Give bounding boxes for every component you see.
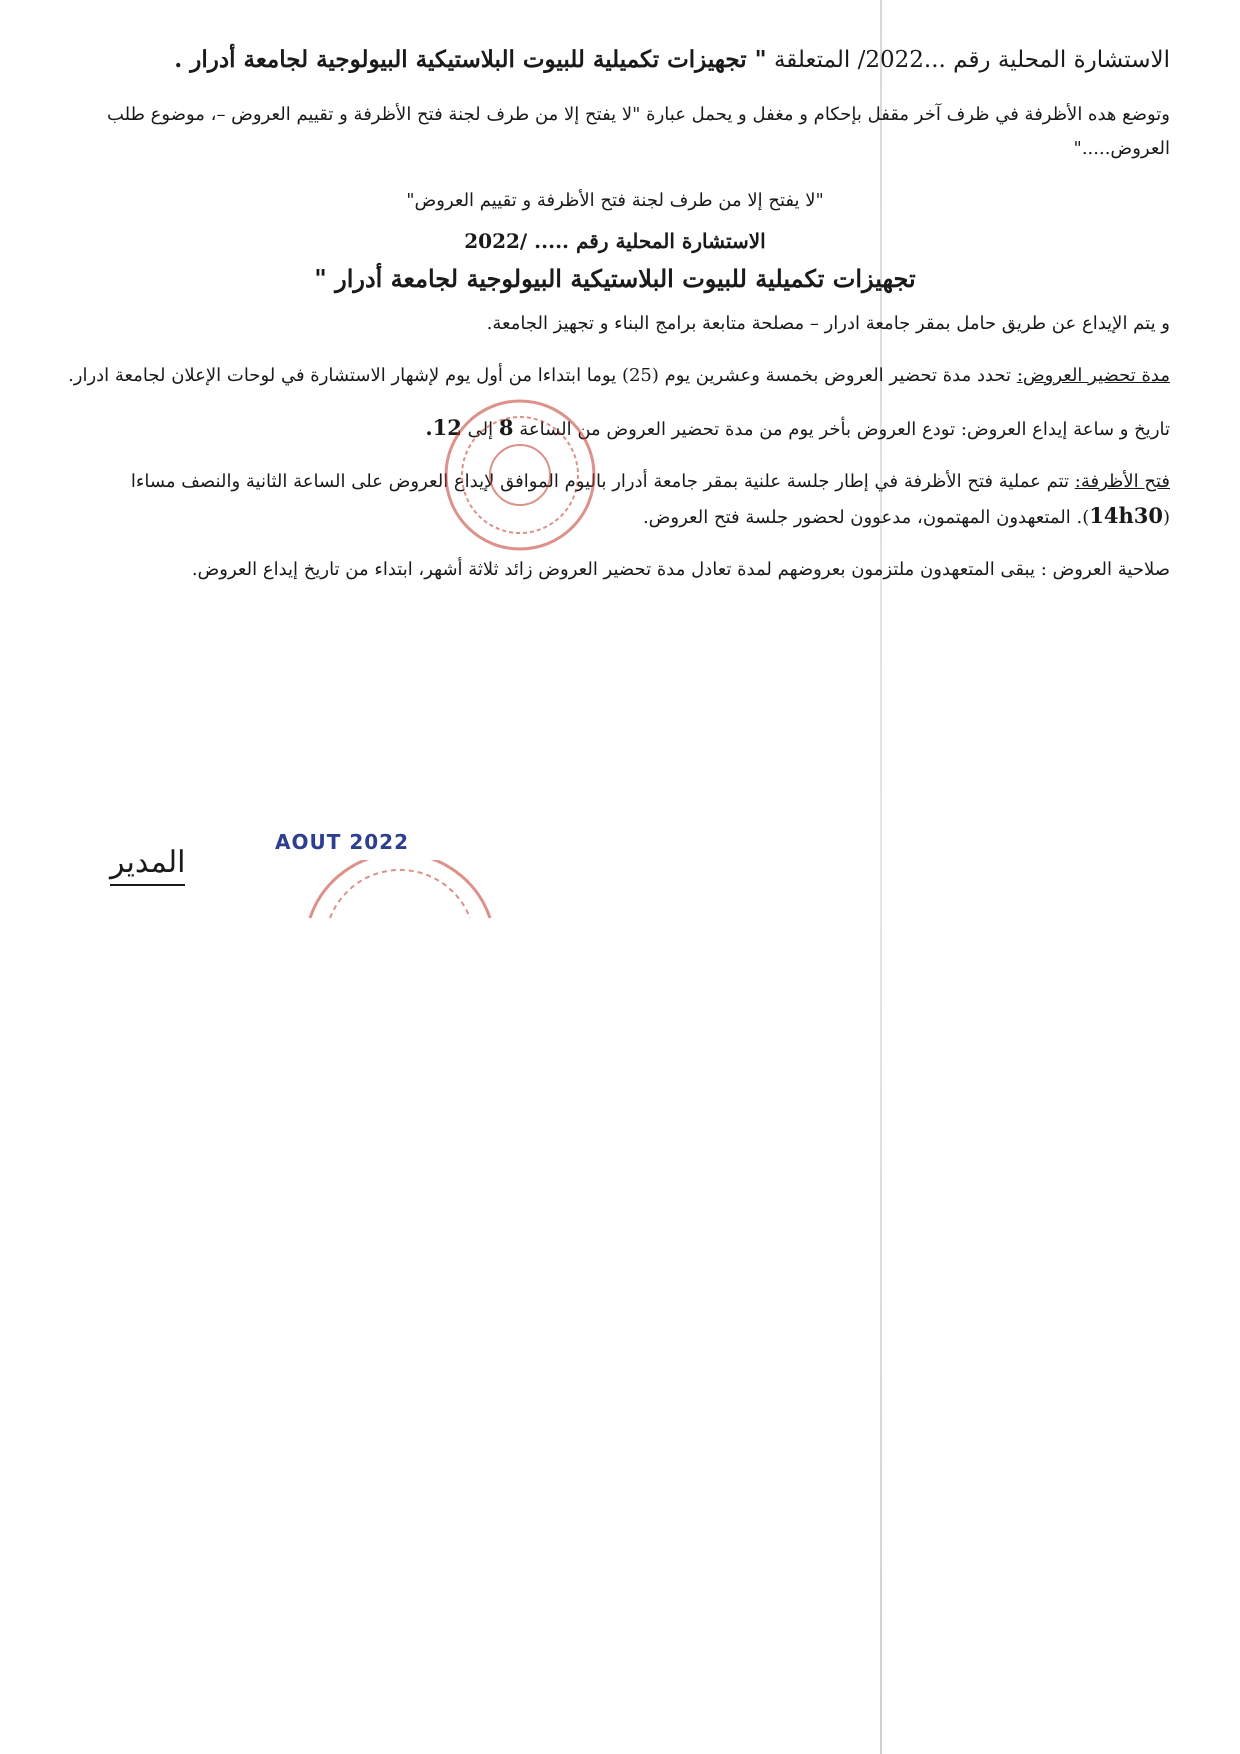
envelope-line-2: الاستشارة المحلية رقم ..... /2022 [464, 229, 766, 253]
opening-paragraph [60, 465, 1170, 535]
date-stamp-text: AOUT 2022 [275, 830, 409, 854]
seal-fragment-icon [300, 860, 500, 920]
validity-paragraph: صلاحية العروض : يبقى المتعهدون ملتزمون بعروضهم لمدة تعادل مدة تحضير العروض زائد ثلاثة أشهر، ابتداء من تاريخ إيداع العروض. [191, 559, 1170, 580]
director-title: المدير [110, 845, 185, 886]
prep-period-text: تحدد مدة تحضير العروض بخمسة وعشرين يوم (25) يوما ابتداءا من أول يوم لإشهار الاستشارة في لوحات الإعلان لجامعة ادرار. [68, 365, 1012, 386]
opening-label: فتح الأظرفة: [1074, 471, 1170, 492]
intro-part2: " تجهيزات تكميلية للبيوت البلاستيكية البيولوجية لجامعة أدرار . [174, 46, 767, 73]
deposit-time-from: 8 [498, 415, 514, 440]
official-seal-icon [440, 395, 600, 555]
date-stamp [275, 830, 409, 854]
deposit-time-label: تاريخ و ساعة إيداع العروض: [960, 419, 1170, 440]
prep-period-paragraph [60, 359, 1170, 393]
intro-paragraph [60, 40, 1170, 80]
deposit-time-to-word: إلى [467, 419, 494, 440]
deposit-time-text: تودع العروض بأخر يوم من مدة تحضير العروض من الساعة [519, 419, 956, 440]
envelope-note: وتوضع هده الأظرفة في ظرف آخر مقفل بإحكام و مغفل و يحمل عبارة "لا يفتح إلا من طرف لجنة فتح الأظرفة و تقييم العروض –، موضوع طلب العروض....." [106, 104, 1170, 159]
prep-period-label: مدة تحضير العروض: [1016, 365, 1170, 386]
opening-text: تتم عملية فتح الأظرفة في إطار جلسة علنية بمقر جامعة أدرار باليوم الموافق لإيداع العروض على الساعة الثانية والنصف مساءا ( [130, 471, 1170, 528]
deposit-time-to: 12. [425, 415, 462, 440]
document-body [60, 40, 1170, 605]
signature-block [0, 820, 1240, 940]
deposit-paragraph: و يتم الإيداع عن طريق حامل بمقر جامعة ادرار – مصلحة متابعة برامج البناء و تجهيز الجامعة. [486, 313, 1170, 334]
intro-part1: الاستشارة المحلية رقم ...2022/ المتعلقة [773, 47, 1170, 73]
deposit-time-paragraph [60, 411, 1170, 447]
opening-time: 14h30 [1089, 503, 1163, 528]
opening-text-2: ). المتعهدون المهتمون، مدعوون لحضور جلسة فتح العروض. [642, 507, 1090, 528]
envelope-title: تجهيزات تكميلية للبيوت البلاستيكية البيولوجية لجامعة أدرار " [314, 264, 916, 293]
envelope-line-1: "لا يفتح إلا من طرف لجنة فتح الأظرفة و تقييم العروض" [406, 190, 824, 211]
